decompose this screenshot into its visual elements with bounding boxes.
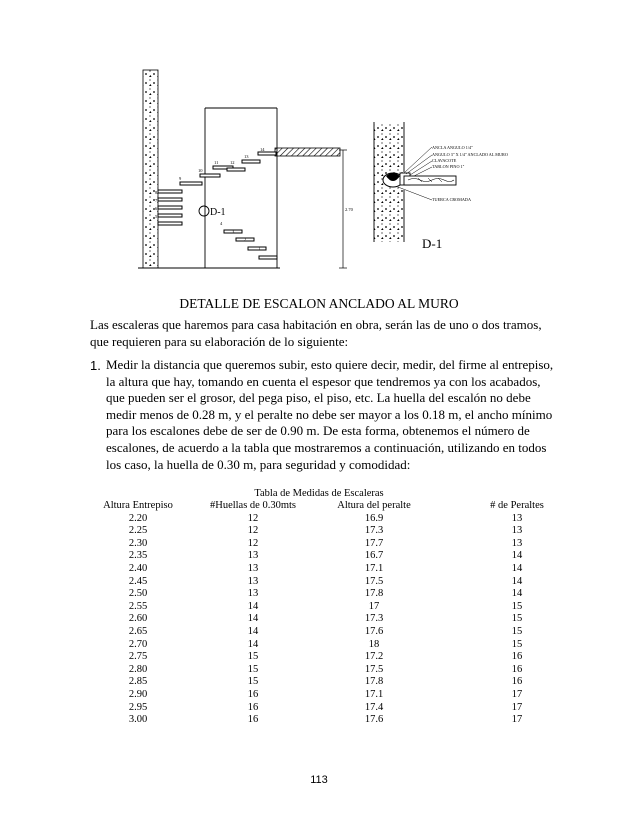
col-header-riser-height: Altura del peralte <box>337 500 411 511</box>
table-cell: 17.8 <box>364 676 384 688</box>
table-cell: 13 <box>247 588 259 600</box>
table-cell: 2.40 <box>128 562 148 574</box>
table-cell: 17 <box>511 714 523 726</box>
table-title: Tabla de Medidas de Escaleras <box>254 488 384 499</box>
tread-1 <box>259 256 277 259</box>
pine-plank <box>404 176 456 185</box>
detail-callout-circle <box>199 206 209 216</box>
step-number: 9 <box>179 176 182 181</box>
table-row <box>86 601 602 614</box>
table-cell: 17.2 <box>364 651 384 663</box>
stair-frame <box>205 108 277 268</box>
tread-15 <box>258 152 276 155</box>
tread-5 <box>158 222 182 225</box>
table-cell: 13 <box>511 512 523 524</box>
table-cell: 18 <box>368 638 380 650</box>
step-number: 5 <box>155 214 158 219</box>
height-dimension-label: 2.70 <box>345 207 353 212</box>
table-cell: 14 <box>511 550 523 562</box>
table-cell: 14 <box>511 588 523 600</box>
table-cell: 17.4 <box>364 701 384 713</box>
table-cell: 14 <box>247 613 259 625</box>
table-cell: 2.95 <box>128 701 148 713</box>
table-cell: 17.1 <box>364 562 384 574</box>
tread-14 <box>242 160 260 163</box>
detail-label-angle: ANGULO 3" X 1/4" ANCLADO AL MURO <box>432 152 508 157</box>
detail-d1 <box>374 122 508 251</box>
table-cell: 17.6 <box>364 714 384 726</box>
table-cell: 2.20 <box>128 512 148 524</box>
table-cell: 13 <box>247 562 259 574</box>
table-cell: 2.35 <box>128 550 148 562</box>
table-cell: 2.25 <box>128 525 148 537</box>
detail-title: D-1 <box>422 236 443 251</box>
table-cell: 2.45 <box>128 575 148 587</box>
table-row <box>86 525 602 538</box>
table-row <box>86 588 602 601</box>
landing-slab <box>275 148 340 156</box>
table-cell: 13 <box>247 550 259 562</box>
table-row <box>86 613 602 626</box>
table-cell: 17.3 <box>364 525 384 537</box>
intro-paragraph: Las escaleras que haremos para casa habitación en obra, serán las de uno o dos tramos, que requieren para su elaboración de lo siguiente: <box>90 317 542 349</box>
table-row <box>86 550 602 563</box>
table-cell: 13 <box>247 575 259 587</box>
detail-label-plank: TABLON PINO 1" <box>432 164 465 169</box>
table-cell: 16 <box>511 651 523 663</box>
table-row <box>86 651 602 664</box>
table-cell: 2.55 <box>128 600 148 612</box>
table-cell: 13 <box>511 537 523 549</box>
step-number: 12 <box>230 160 235 165</box>
table-cell: 15 <box>511 625 523 637</box>
detail-label-anchor: ANCLA ANGULO 1/4" <box>432 145 473 150</box>
list-item-number: 1. <box>90 358 101 373</box>
step-number: 14 <box>260 147 265 152</box>
table-cell: 15 <box>511 613 523 625</box>
detail-callout-label: D-1 <box>210 207 226 218</box>
table-row <box>86 626 602 639</box>
table-cell: 14 <box>247 638 259 650</box>
concrete-wall <box>143 70 158 268</box>
table-row <box>86 689 602 702</box>
table-row <box>86 538 602 551</box>
stair-measurements-table <box>86 500 602 727</box>
tread-2 <box>248 247 266 250</box>
col-header-floor-height: Altura Entrepiso <box>103 500 173 511</box>
table-cell: 2.70 <box>128 638 148 650</box>
tread-10 <box>180 182 202 185</box>
table-cell: 2.90 <box>128 688 148 700</box>
table-cell: 3.00 <box>128 714 148 726</box>
stair-detail-drawing <box>0 0 638 280</box>
table-cell: 2.50 <box>128 588 148 600</box>
table-cell: 17 <box>511 701 523 713</box>
table-cell: 16 <box>511 663 523 675</box>
table-cell: 16 <box>247 701 259 713</box>
tread-11 <box>200 174 220 177</box>
drawing-caption: DETALLE DE ESCALON ANCLADO AL MURO <box>179 296 459 311</box>
table-cell: 13 <box>511 525 523 537</box>
table-cell: 17.7 <box>364 537 384 549</box>
tread-7 <box>158 206 182 209</box>
table-cell: 15 <box>247 651 259 663</box>
table-header-row <box>86 500 602 513</box>
table-cell: 17.5 <box>364 575 384 587</box>
table-cell: 12 <box>247 537 259 549</box>
stair-treads <box>158 152 277 259</box>
table-cell: 2.60 <box>128 613 148 625</box>
table-cell: 2.30 <box>128 537 148 549</box>
table-cell: 12 <box>247 525 259 537</box>
step-number: 3 <box>232 229 235 234</box>
step-number: 1 <box>258 246 261 251</box>
table-row <box>86 563 602 576</box>
table-cell: 16 <box>511 676 523 688</box>
table-cell: 17.5 <box>364 663 384 675</box>
table-cell: 15 <box>511 600 523 612</box>
step-number: 13 <box>244 154 249 159</box>
table-cell: 17.3 <box>364 613 384 625</box>
page-number: 113 <box>310 774 328 786</box>
table-row <box>86 702 602 715</box>
col-header-treads: #Huellas de 0.30mts <box>209 500 297 511</box>
table-cell: 15 <box>511 638 523 650</box>
table-cell: 14 <box>511 562 523 574</box>
table-cell: 17.1 <box>364 688 384 700</box>
table-cell: 16.9 <box>364 512 384 524</box>
col-header-riser-count: # de Peraltes <box>490 500 544 511</box>
table-cell: 15 <box>247 676 259 688</box>
detail-label-nut: TUERCA CROMADA <box>432 197 471 202</box>
table-cell: 2.65 <box>128 625 148 637</box>
table-row <box>86 714 602 727</box>
step-number: 8 <box>155 190 158 195</box>
table-cell: 2.80 <box>128 663 148 675</box>
table-cell: 14 <box>247 625 259 637</box>
step-number: 11 <box>214 160 219 165</box>
table-cell: 17 <box>368 600 380 612</box>
list-item-text: Medir la distancia que queremos subir, esto quiere decir, medir, del firme al entrepiso, la altura que hay, tomando en cuenta el espesor que tendremos ya con los acabados, que pueden ser el grosor, del pega piso, el piso, etc. La huella del escalón no debe medir menos de 0.28 m, y el peralte no debe ser mayor a los 0.18 m, el ancho mínimo para los escalones debe de ser de 0.90 m. De esta forma, obtenemos el número de escalones, de acuerdo a la tabla que mostraremos a continuación, utilizando en todos los caso, la huella de 0.30 m, para seguridad y comodidad: <box>106 357 554 472</box>
table-cell: 14 <box>511 575 523 587</box>
table-cell: 15 <box>247 663 259 675</box>
table-cell: 14 <box>247 600 259 612</box>
step-number: 7 <box>155 198 158 203</box>
step-number: 2 <box>244 237 247 242</box>
tread-13 <box>227 168 245 171</box>
table-cell: 12 <box>247 512 259 524</box>
tread-9 <box>158 190 182 193</box>
step-number: 6 <box>155 206 158 211</box>
table-cell: 2.75 <box>128 651 148 663</box>
table-cell: 17.8 <box>364 588 384 600</box>
detail-label-nail: CLAVACOTE <box>432 158 457 163</box>
table-cell: 16.7 <box>364 550 384 562</box>
table-row <box>86 676 602 689</box>
table-cell: 17 <box>511 688 523 700</box>
tread-6 <box>158 214 182 217</box>
table-cell: 17.6 <box>364 625 384 637</box>
table-row <box>86 513 602 526</box>
table-row <box>86 576 602 589</box>
tread-8 <box>158 198 182 201</box>
table-cell: 16 <box>247 688 259 700</box>
table-cell: 2.85 <box>128 676 148 688</box>
table-cell: 16 <box>247 714 259 726</box>
step-number: 10 <box>198 168 203 173</box>
step-number: 4 <box>220 221 223 226</box>
table-row <box>86 664 602 677</box>
table-row <box>86 639 602 652</box>
table-body <box>86 513 602 727</box>
